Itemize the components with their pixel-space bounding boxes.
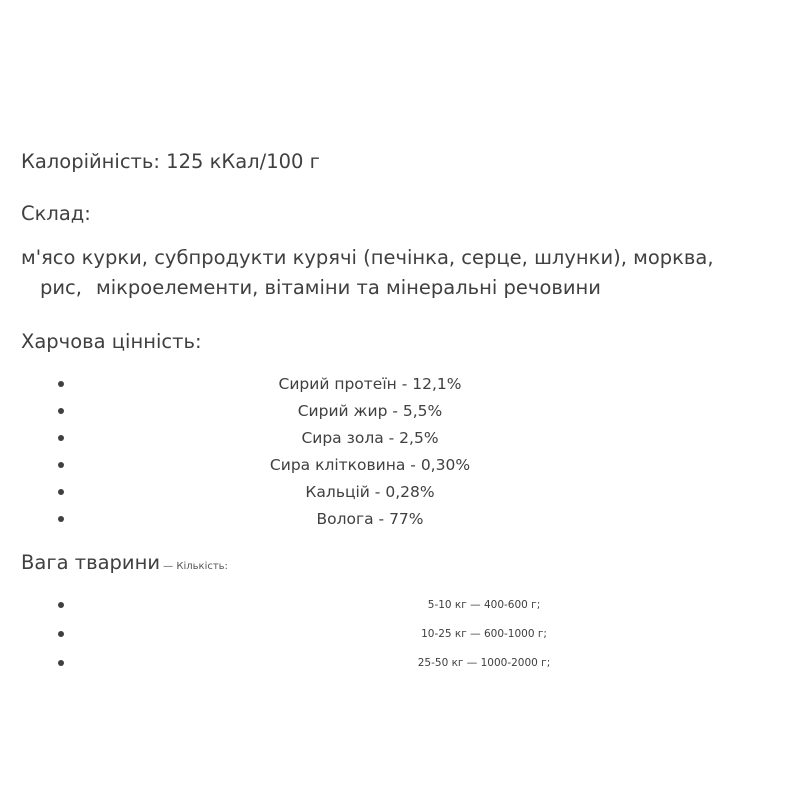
weight-heading-text: Вага тварини: [21, 551, 160, 574]
list-item: [0, 426, 800, 453]
nutrition-value: Волога - 77%: [316, 510, 424, 528]
list-item: [0, 372, 800, 399]
nutrition-value: Сира зола - 2,5%: [301, 429, 439, 447]
nutrition-value: Сирий протеїн - 12,1%: [278, 375, 462, 393]
bullet-icon: [58, 602, 64, 608]
bullet-icon: [58, 660, 64, 666]
feeding-amount-list: [0, 597, 800, 684]
list-item: [0, 597, 800, 626]
calories-line: Калорійність: 125 кКал/100 г: [21, 150, 320, 173]
nutrition-value: Сира клітковина - 0,30%: [269, 456, 471, 474]
nutrition-list: [0, 372, 800, 534]
bullet-icon: [58, 631, 64, 637]
feeding-amount: 5-10 кг — 400-600 г;: [427, 599, 541, 611]
bullet-icon: [58, 516, 64, 522]
weight-heading: [21, 551, 228, 579]
list-item: [0, 655, 800, 684]
nutrition-heading: Харчова цінність:: [21, 330, 202, 353]
composition-text: м'ясо курки, субпродукти курячі (печінка, серце, шлунки), морква,: [21, 246, 714, 269]
bullet-icon: [58, 462, 64, 468]
list-item: [0, 626, 800, 655]
bullet-icon: [58, 435, 64, 441]
bullet-icon: [58, 489, 64, 495]
composition-text-continued: [40, 276, 601, 300]
composition-heading: Склад:: [21, 202, 91, 225]
weight-dash: —: [160, 561, 177, 572]
nutrition-value: Кальцій - 0,28%: [305, 483, 435, 501]
list-item: [0, 507, 800, 534]
composition-text-part: рис,: [40, 276, 82, 299]
weight-subheading: Кількість:: [176, 561, 228, 572]
list-item: [0, 453, 800, 480]
composition-text-part: мікроелементи, вітаміни та мінеральні речовини: [95, 276, 601, 299]
bullet-icon: [58, 381, 64, 387]
bullet-icon: [58, 408, 64, 414]
list-item: [0, 399, 800, 426]
list-item: [0, 480, 800, 507]
feeding-amount: 10-25 кг — 600-1000 г;: [421, 628, 547, 640]
nutrition-value: Сирий жир - 5,5%: [297, 402, 443, 420]
feeding-amount: 25-50 кг — 1000-2000 г;: [417, 657, 551, 669]
